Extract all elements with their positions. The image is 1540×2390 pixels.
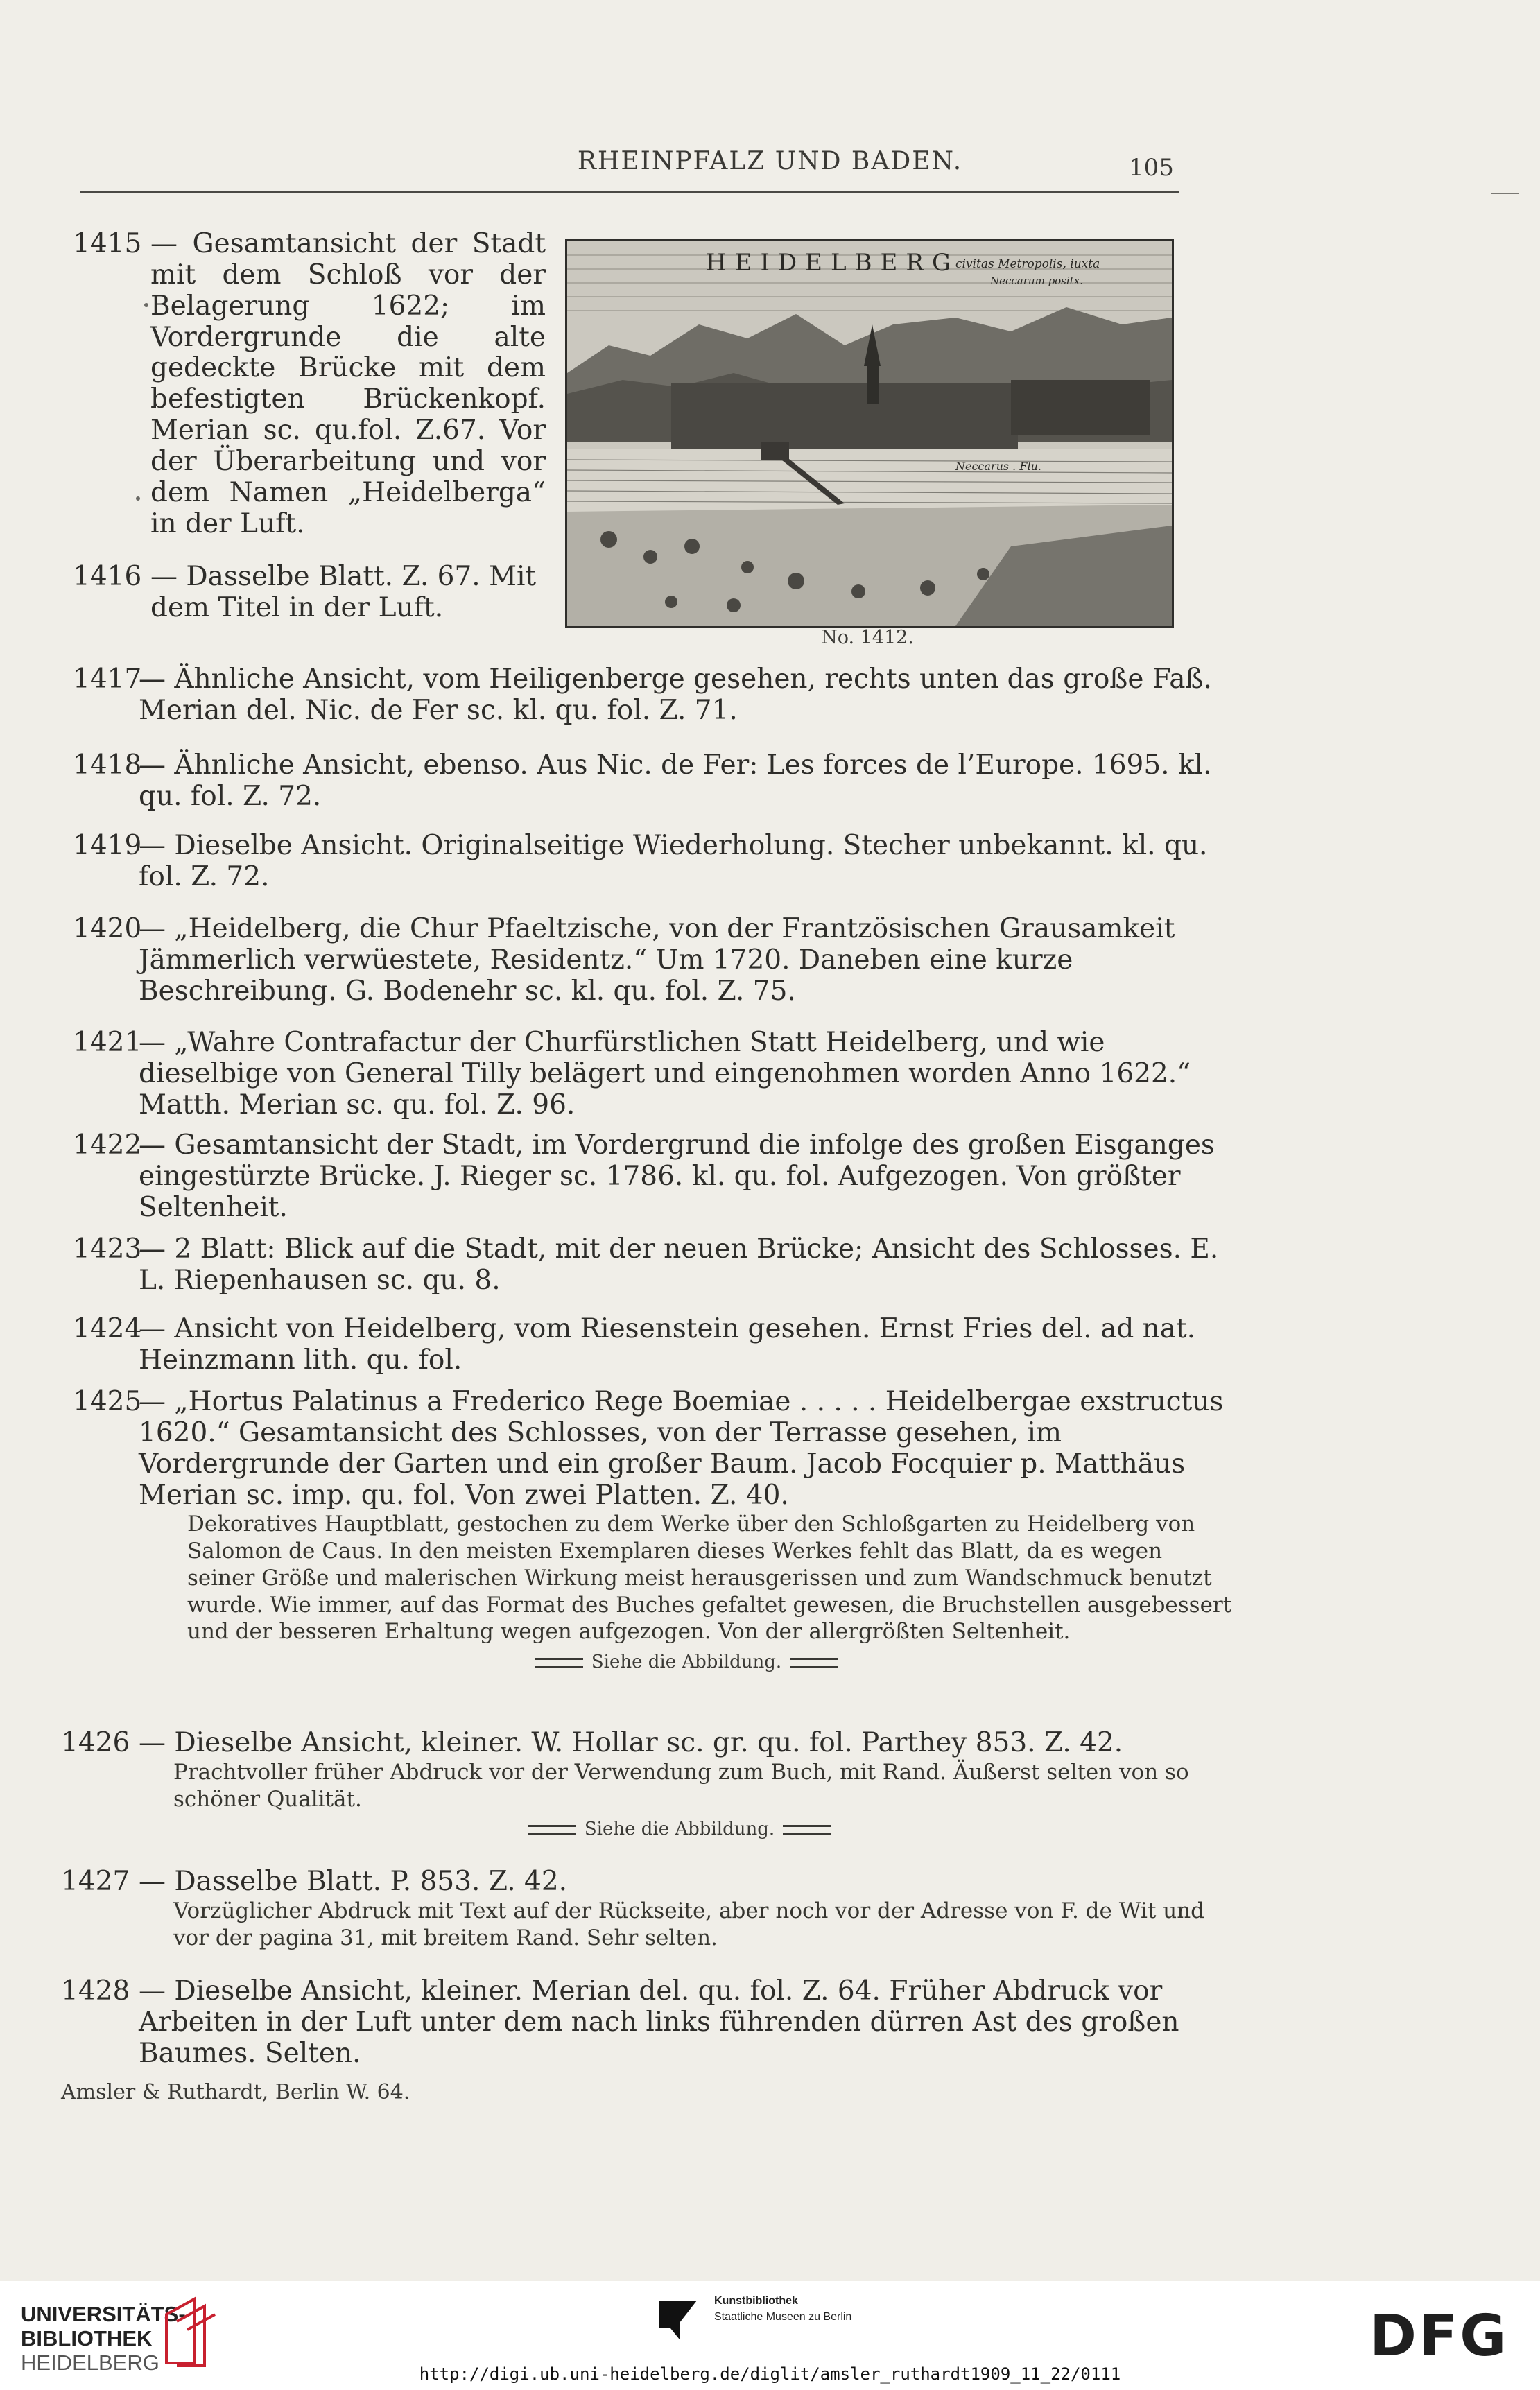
entry-text: — Ähnliche Ansicht, vom Heiligenberge gesehen, rechts unten das große Faß. Merian del. Nic. de Fer sc. kl. qu. fol. Z. 71.	[139, 664, 1212, 726]
entry-number: 1428	[61, 1975, 130, 2007]
header-rule	[80, 191, 1179, 193]
margin-speck	[136, 496, 140, 501]
edge-mark	[1491, 193, 1519, 194]
kb-line-1: Kunstbibliothek	[714, 2295, 798, 2307]
entry-note: Vorzüglicher Abdruck mit Text auf der Rückseite, aber noch vor der Adresse von F. de Wit und vor der pagina 31, mit breitem Rand. Sehr selten.	[173, 1898, 1205, 1950]
entry-number: 1419	[73, 830, 142, 861]
entry-text: — Dieselbe Ansicht, kleiner. Merian del. qu. fol. Z. 64. Früher Abdruck vor Arbeiten in der Luft unter dem nach links führenden dürren Ast des großen Baumes. Selten.	[139, 1975, 1179, 2069]
plate-legend-2: Neccarum positx.	[990, 275, 1083, 287]
ub-emblem-icon	[153, 2294, 236, 2370]
plate-river-label: Neccarus . Flu.	[955, 460, 1041, 473]
entry-number: 1423	[73, 1233, 142, 1265]
double-rule	[783, 1825, 831, 1835]
entry-number: 1416	[73, 561, 142, 592]
entry-text: — Dasselbe Blatt. P. 853. Z. 42.	[139, 1866, 568, 1897]
entry-number: 1420	[73, 913, 142, 944]
ub-line-3: HEIDELBERG	[21, 2350, 159, 2375]
see-illustration	[139, 1652, 1234, 1673]
see-illustration-text: Siehe die Abbildung.	[584, 1819, 775, 1840]
entry-number: 1415	[73, 228, 142, 259]
margin-speck	[144, 303, 148, 307]
entry-number: 1422	[73, 1129, 142, 1161]
entry-note: Prachtvoller früher Abdruck vor der Verwendung zum Buch, mit Rand. Äußerst selten von so schöner Qualität.	[173, 1759, 1189, 1812]
double-rule	[790, 1658, 838, 1668]
double-rule	[535, 1658, 583, 1668]
dfg-logo[interactable]: DFG	[1369, 2303, 1509, 2369]
entry-number: 1418	[73, 750, 142, 781]
plate-title: HEIDELBERG	[706, 249, 960, 277]
entry-number: 1421	[73, 1027, 142, 1058]
entry-number: 1417	[73, 664, 142, 695]
see-illustration	[139, 1819, 1220, 1840]
entry-number: 1426	[61, 1727, 130, 1758]
kunstbibliothek-logo-icon	[655, 2295, 711, 2344]
heidelberg-engraving	[565, 239, 1174, 628]
entry-text: — Dieselbe Ansicht. Originalseitige Wiederholung. Stecher unbekannt. kl. qu. fol. Z. 72.	[139, 830, 1208, 892]
entry-number: 1424	[73, 1313, 142, 1344]
entry-note: Dekoratives Hauptblatt, gestochen zu dem Werke über den Schloßgarten zu Heidelberg von Salomon de Caus. In den meisten Exemplaren dieses Werkes fehlt das Blatt, da es wegen seiner Größe und malerischen Wirkung meist herausgerissen und zum Wandschmuck benutzt wurde. Wie immer, auf das Format des Buches gefaltet gewesen, die Bruchstellen ausgebessert und der besseren Erhaltung wegen aufgezogen. Von der allergrößten Seltenheit.	[187, 1512, 1232, 1645]
permalink-url[interactable]: http://digi.ub.uni-heidelberg.de/diglit/amsler_ruthardt1909_11_22/0111	[419, 2364, 1121, 2384]
entry-text: — Ähnliche Ansicht, ebenso. Aus Nic. de Fer: Les forces de l’Europe. 1695. kl. qu. fol. Z. 72.	[139, 750, 1212, 812]
kunstbibliothek-label[interactable]	[714, 2293, 851, 2325]
running-header: RHEINPFALZ UND BADEN.	[577, 147, 963, 175]
entry-text: — 2 Blatt: Blick auf die Stadt, mit der neuen Brücke; Ansicht des Schlosses. E. L. Riepenhausen sc. qu. 8.	[139, 1233, 1219, 1296]
double-rule	[528, 1825, 576, 1835]
entry-text: — Gesamtansicht der Stadt mit dem Schloß vor der Belagerung 1622; im Vordergrunde die alte gedeckte Brücke mit dem befestigten Brückenkopf. Merian sc. qu.fol. Z.67. Vor der Überarbeitung und vor dem Namen „Heidelberga“ in der Luft.	[150, 228, 546, 539]
ub-line-2: BIBLIOTHEK	[21, 2326, 153, 2351]
entry-text: — Ansicht von Heidelberg, vom Riesenstein gesehen. Ernst Fries del. ad nat. Heinzmann lith. qu. fol.	[139, 1313, 1196, 1376]
entry-number: 1425	[73, 1386, 142, 1417]
entry-number: 1427	[61, 1866, 130, 1897]
publisher-imprint: Amsler & Ruthardt, Berlin W. 64.	[61, 2080, 410, 2104]
entry-text: — „Heidelberg, die Chur Pfaeltzische, von der Frantzösischen Grausamkeit Jämmerlich verwüestete, Residentz.“ Um 1720. Daneben eine kurze Beschreibung. G. Bodenehr sc. kl. qu. fol. Z. 75.	[139, 913, 1175, 1007]
entry-text: — Dieselbe Ansicht, kleiner. W. Hollar sc. gr. qu. fol. Parthey 853. Z. 42.	[139, 1727, 1123, 1758]
plate-legend-1: civitas Metropolis, iuxta	[955, 257, 1100, 271]
plate-caption: No. 1412.	[821, 627, 914, 648]
see-illustration-text: Siehe die Abbildung.	[591, 1652, 782, 1673]
kb-line-2: Staatliche Museen zu Berlin	[714, 2311, 852, 2323]
entry-text: — „Wahre Contrafactur der Churfürstlichen Statt Heidelberg, und wie dieselbige von General Tilly belägert und eingenohmen worden Anno 1622.“ Matth. Merian sc. qu. fol. Z. 96.	[139, 1027, 1191, 1120]
entry-text: — Gesamtansicht der Stadt, im Vordergrund die infolge des großen Eisganges eingestürzte Brücke. J. Rieger sc. 1786. kl. qu. fol. Aufgezogen. Von größter Seltenheit.	[139, 1129, 1215, 1223]
entry-text: — Dasselbe Blatt. Z. 67. Mit dem Titel in der Luft.	[150, 561, 537, 623]
entry-text: — „Hortus Palatinus a Frederico Rege Boemiae . . . . . Heidelbergae exstructus 1620.“ Gesamtansicht des Schlosses, von der Terrasse gesehen, im Vordergrunde der Garten und ein großer Baum. Jacob Focquier p. Matthäus Merian sc. imp. qu. fol. Von zwei Platten. Z. 40.	[139, 1386, 1224, 1511]
page-number: 105	[1129, 154, 1174, 182]
ub-line-1: UNIVERSITÄTS-	[21, 2302, 186, 2326]
